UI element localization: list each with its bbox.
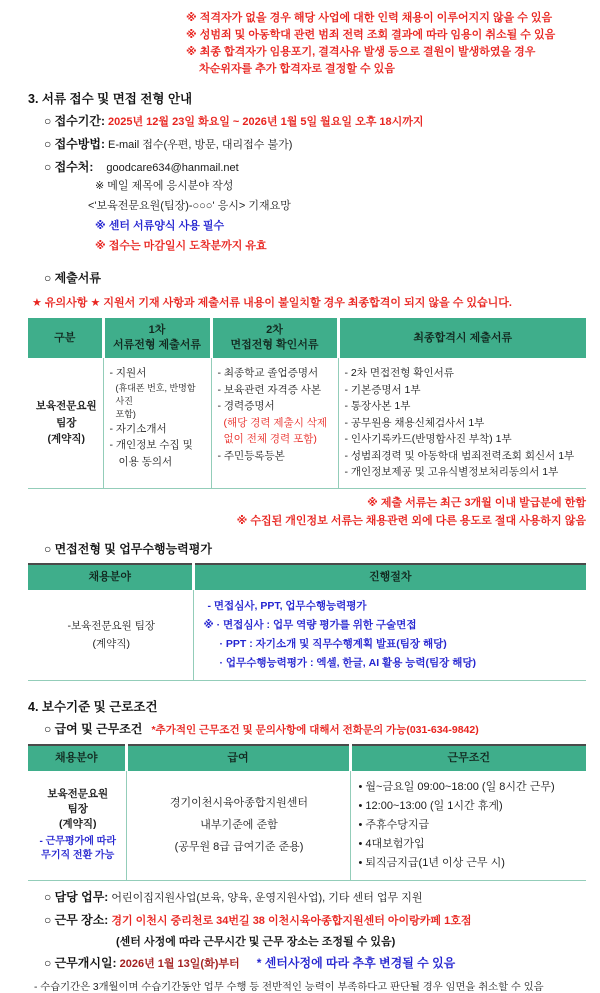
receipt-address-row	[28, 159, 588, 176]
cell-conditions	[350, 771, 586, 881]
top-note-line: ※ 최종 합격자가 임용포기, 결격사유 발생 등으로 결원이 발생하였을 경우	[186, 46, 536, 58]
top-warning-notes	[186, 10, 588, 78]
condition-item: • 12:00~13:00 (일 1시간 휴게)	[358, 799, 503, 812]
col-header-field: 채용분야	[28, 564, 193, 590]
workplace-row	[28, 912, 588, 929]
doc-item: - 성범죄경력 및 아동학대 범죄전력조회 회신서 1부	[344, 449, 575, 462]
start-date-note: * 센터사정에 따라 추후 변경될 수 있음	[256, 955, 456, 970]
top-note-line: ※ 적격자가 없을 경우 해당 사업에 대한 인력 채용이 이루어지지 않을 수 있음	[186, 12, 553, 24]
procedure-line: - 면접심사, PPT, 업무수행능력평가	[207, 599, 367, 612]
workplace-value: 경기 이천시 중리천로 34번길 38 이천시육아종합지원센터 아이랑카페 1호점	[111, 914, 472, 927]
mail-note: ※ 센터 서류양식 사용 필수	[95, 220, 225, 232]
receipt-period-value: 2025년 12월 23일 화요일 ~ 2026년 1월 5일 월요일 오후 18시까지	[108, 116, 424, 128]
pay-conditions-note: *추가적인 근무조건 및 문의사항에 대해서 전화문의 가능(031-634-9842)	[151, 723, 479, 736]
position-line: 보육전문요원	[47, 788, 109, 800]
table-row	[28, 358, 586, 488]
receipt-period-row	[28, 113, 588, 130]
procedure-line: · PPT : 자기소개 및 직무수행계획 발표(팀장 해당)	[219, 637, 447, 650]
condition-item: • 월~금요일 09:00~18:00 (일 8시간 근무)	[358, 780, 555, 793]
salary-line: 내부기준에 준함	[200, 819, 278, 831]
table1-footnote: ※ 수집된 개인정보 서류는 채용관련 외에 다른 용도로 절대 사용하지 않음	[236, 514, 586, 527]
doc-item-note: (휴대폰 번호, 반명함 사진	[115, 382, 196, 406]
table1-footnote: ※ 제출 서류는 최근 3개월 이내 발급분에 한함	[367, 496, 586, 509]
workplace-note: (센터 사정에 따라 근무시간 및 근무 장소는 조정될 수 있음)	[116, 935, 396, 948]
cell-interview-position	[28, 590, 193, 681]
doc-item: - 보육관련 자격증 사본	[217, 383, 322, 396]
condition-item: • 4대보험가입	[358, 837, 425, 850]
interview-heading: ○ 면접전형 및 업무수행능력평가	[44, 541, 212, 556]
doc-item: - 2차 면접전형 확인서류	[344, 367, 454, 379]
submit-docs-heading: ○ 제출서류	[44, 271, 101, 285]
doc-item: - 주민등록등본	[217, 449, 285, 462]
top-note-line: 차순위자를 추가 합격자로 결정할 수 있음	[199, 63, 395, 75]
receipt-address-label: ○ 접수처:	[44, 160, 94, 174]
position-line: (계약직)	[92, 637, 130, 650]
receipt-method-label: ○ 접수방법:	[44, 137, 105, 151]
mail-notes	[28, 176, 588, 256]
condition-item: • 주휴수당지급	[358, 818, 430, 831]
col-header-round2	[211, 318, 338, 358]
cell-pay-position	[28, 771, 126, 881]
receipt-period-label: ○ 접수기간:	[44, 114, 105, 128]
col-header-field: 채용분야	[28, 745, 126, 771]
col-header-line: 서류전형 제출서류	[112, 339, 202, 351]
doc-item: - 경력증명서	[217, 400, 275, 412]
doc-item: - 최종학교 졸업증명서	[217, 367, 319, 379]
start-date-row	[28, 955, 588, 972]
doc-item: - 인사기록카드(반명함사진 부착) 1부	[344, 433, 512, 445]
doc-item: - 개인정보 수집 및	[109, 439, 193, 451]
section4-title: 4. 보수기준 및 근로조건	[28, 699, 158, 714]
workplace-label: ○ 근무 장소:	[44, 912, 109, 927]
table1-footnotes	[28, 494, 586, 530]
procedure-line: · 업무수행능력평가 : 엑셀, 한글, AI 활용 능력(팀장 해당)	[219, 656, 477, 669]
probation-note: - 수습기간은 3개월이며 수습기간동안 업무 수행 등 전반적인 능력이 부족하다고 판단될 경우 임면을 취소할 수 있음	[34, 981, 544, 993]
cell-position	[28, 358, 103, 488]
doc-item: - 개인정보제공 및 고유식별정보처리동의서 1부	[344, 466, 559, 478]
position-line: -보육전문요원 팀장	[67, 619, 156, 632]
interview-table	[28, 563, 586, 681]
submit-docs-warning: ★ 유의사항 ★ 지원서 기재 사항과 제출서류 내용이 불일치할 경우 최종합격이 되지 않을 수 있습니다.	[32, 297, 512, 309]
start-date-value: 2026년 1월 13일(화)부터	[119, 957, 240, 970]
duty-value: 어린이집지원사업(보육, 양육, 운영지원사업), 기타 센터 업무 지원	[111, 891, 423, 904]
top-note-line: ※ 성범죄 및 아동학대 관련 범죄 전력 조회 결과에 따라 임용이 취소될 수 있음	[186, 29, 556, 41]
pay-conditions-row	[28, 721, 588, 738]
receipt-address-value: goodcare634@hanmail.net	[106, 162, 239, 174]
col-header-round1	[103, 318, 211, 358]
pay-table	[28, 744, 586, 881]
start-date-label: ○ 근무개시일:	[44, 955, 117, 970]
doc-item: - 공무원용 채용신체검사서 1부	[344, 416, 485, 429]
position-line: 보육전문요원	[35, 400, 97, 412]
col-header-line: 면접전형 확인서류	[230, 339, 319, 351]
doc-item-note: 포함)	[115, 408, 136, 419]
col-header-line: 1차	[148, 324, 166, 336]
cell-final-docs	[338, 358, 586, 488]
receipt-method-row	[28, 136, 588, 153]
col-header-conditions: 근무조건	[350, 745, 586, 771]
receipt-method-value: E-mail 접수(우편, 방문, 대리접수 불가)	[108, 139, 293, 151]
doc-item-note: (해당 경력 제출시 삭제	[223, 416, 328, 429]
table-header-row	[28, 745, 586, 771]
position-note-line: - 근무평가에 따라	[39, 836, 116, 847]
mail-note: <'보육전문요원(팀장)-○○○' 응시> 기재요망	[88, 200, 291, 212]
salary-line: (공무원 8급 급여기준 준용)	[174, 841, 304, 853]
duty-label: ○ 담당 업무:	[44, 889, 109, 904]
condition-item: • 퇴직금지급(1년 이상 근무 시)	[358, 856, 505, 869]
doc-item: - 자기소개서	[109, 422, 167, 435]
position-line: (계약직)	[47, 433, 85, 445]
cell-round1-docs	[103, 358, 211, 488]
pay-conditions-label: ○ 급여 및 근무조건	[44, 721, 143, 736]
mail-note: ※ 접수는 마감일시 도착분까지 유효	[95, 240, 267, 252]
col-header-line: 2차	[266, 324, 283, 336]
mail-note: ※ 메일 제목에 응시분야 작성	[95, 180, 234, 192]
col-header-final: 최종합격시 제출서류	[338, 318, 586, 358]
table-header-row	[28, 564, 586, 590]
position-line: 팀장	[56, 416, 77, 429]
cell-interview-procedure	[193, 590, 586, 681]
doc-item-note: 없이 전체 경력 포함)	[223, 433, 317, 445]
salary-line: 경기이천시육아종합지원센터	[169, 797, 309, 809]
position-line: (계약직)	[59, 818, 97, 830]
position-line: 팀장	[67, 803, 88, 815]
procedure-line: ※ · 면접심사 : 업무 역량 평가를 위한 구술면접	[203, 618, 417, 631]
position-note-line: 무기직 전환 가능	[41, 850, 115, 861]
col-header-gubun: 구분	[28, 318, 103, 358]
section3-title: 3. 서류 접수 및 면접 전형 안내	[28, 92, 193, 106]
col-header-salary: 급여	[126, 745, 350, 771]
table-row	[28, 590, 586, 681]
table-row	[28, 771, 586, 881]
doc-item: - 기본증명서 1부	[344, 383, 421, 396]
doc-item: 이용 동의서	[118, 455, 173, 468]
doc-item: - 지원서	[109, 367, 147, 379]
duty-row	[28, 889, 588, 906]
col-header-procedure: 진행절차	[193, 564, 586, 590]
cell-salary	[126, 771, 350, 881]
cell-round2-docs	[211, 358, 338, 488]
doc-item: - 통장사본 1부	[344, 400, 411, 412]
table-header-row	[28, 318, 586, 358]
submission-docs-table	[28, 318, 586, 489]
